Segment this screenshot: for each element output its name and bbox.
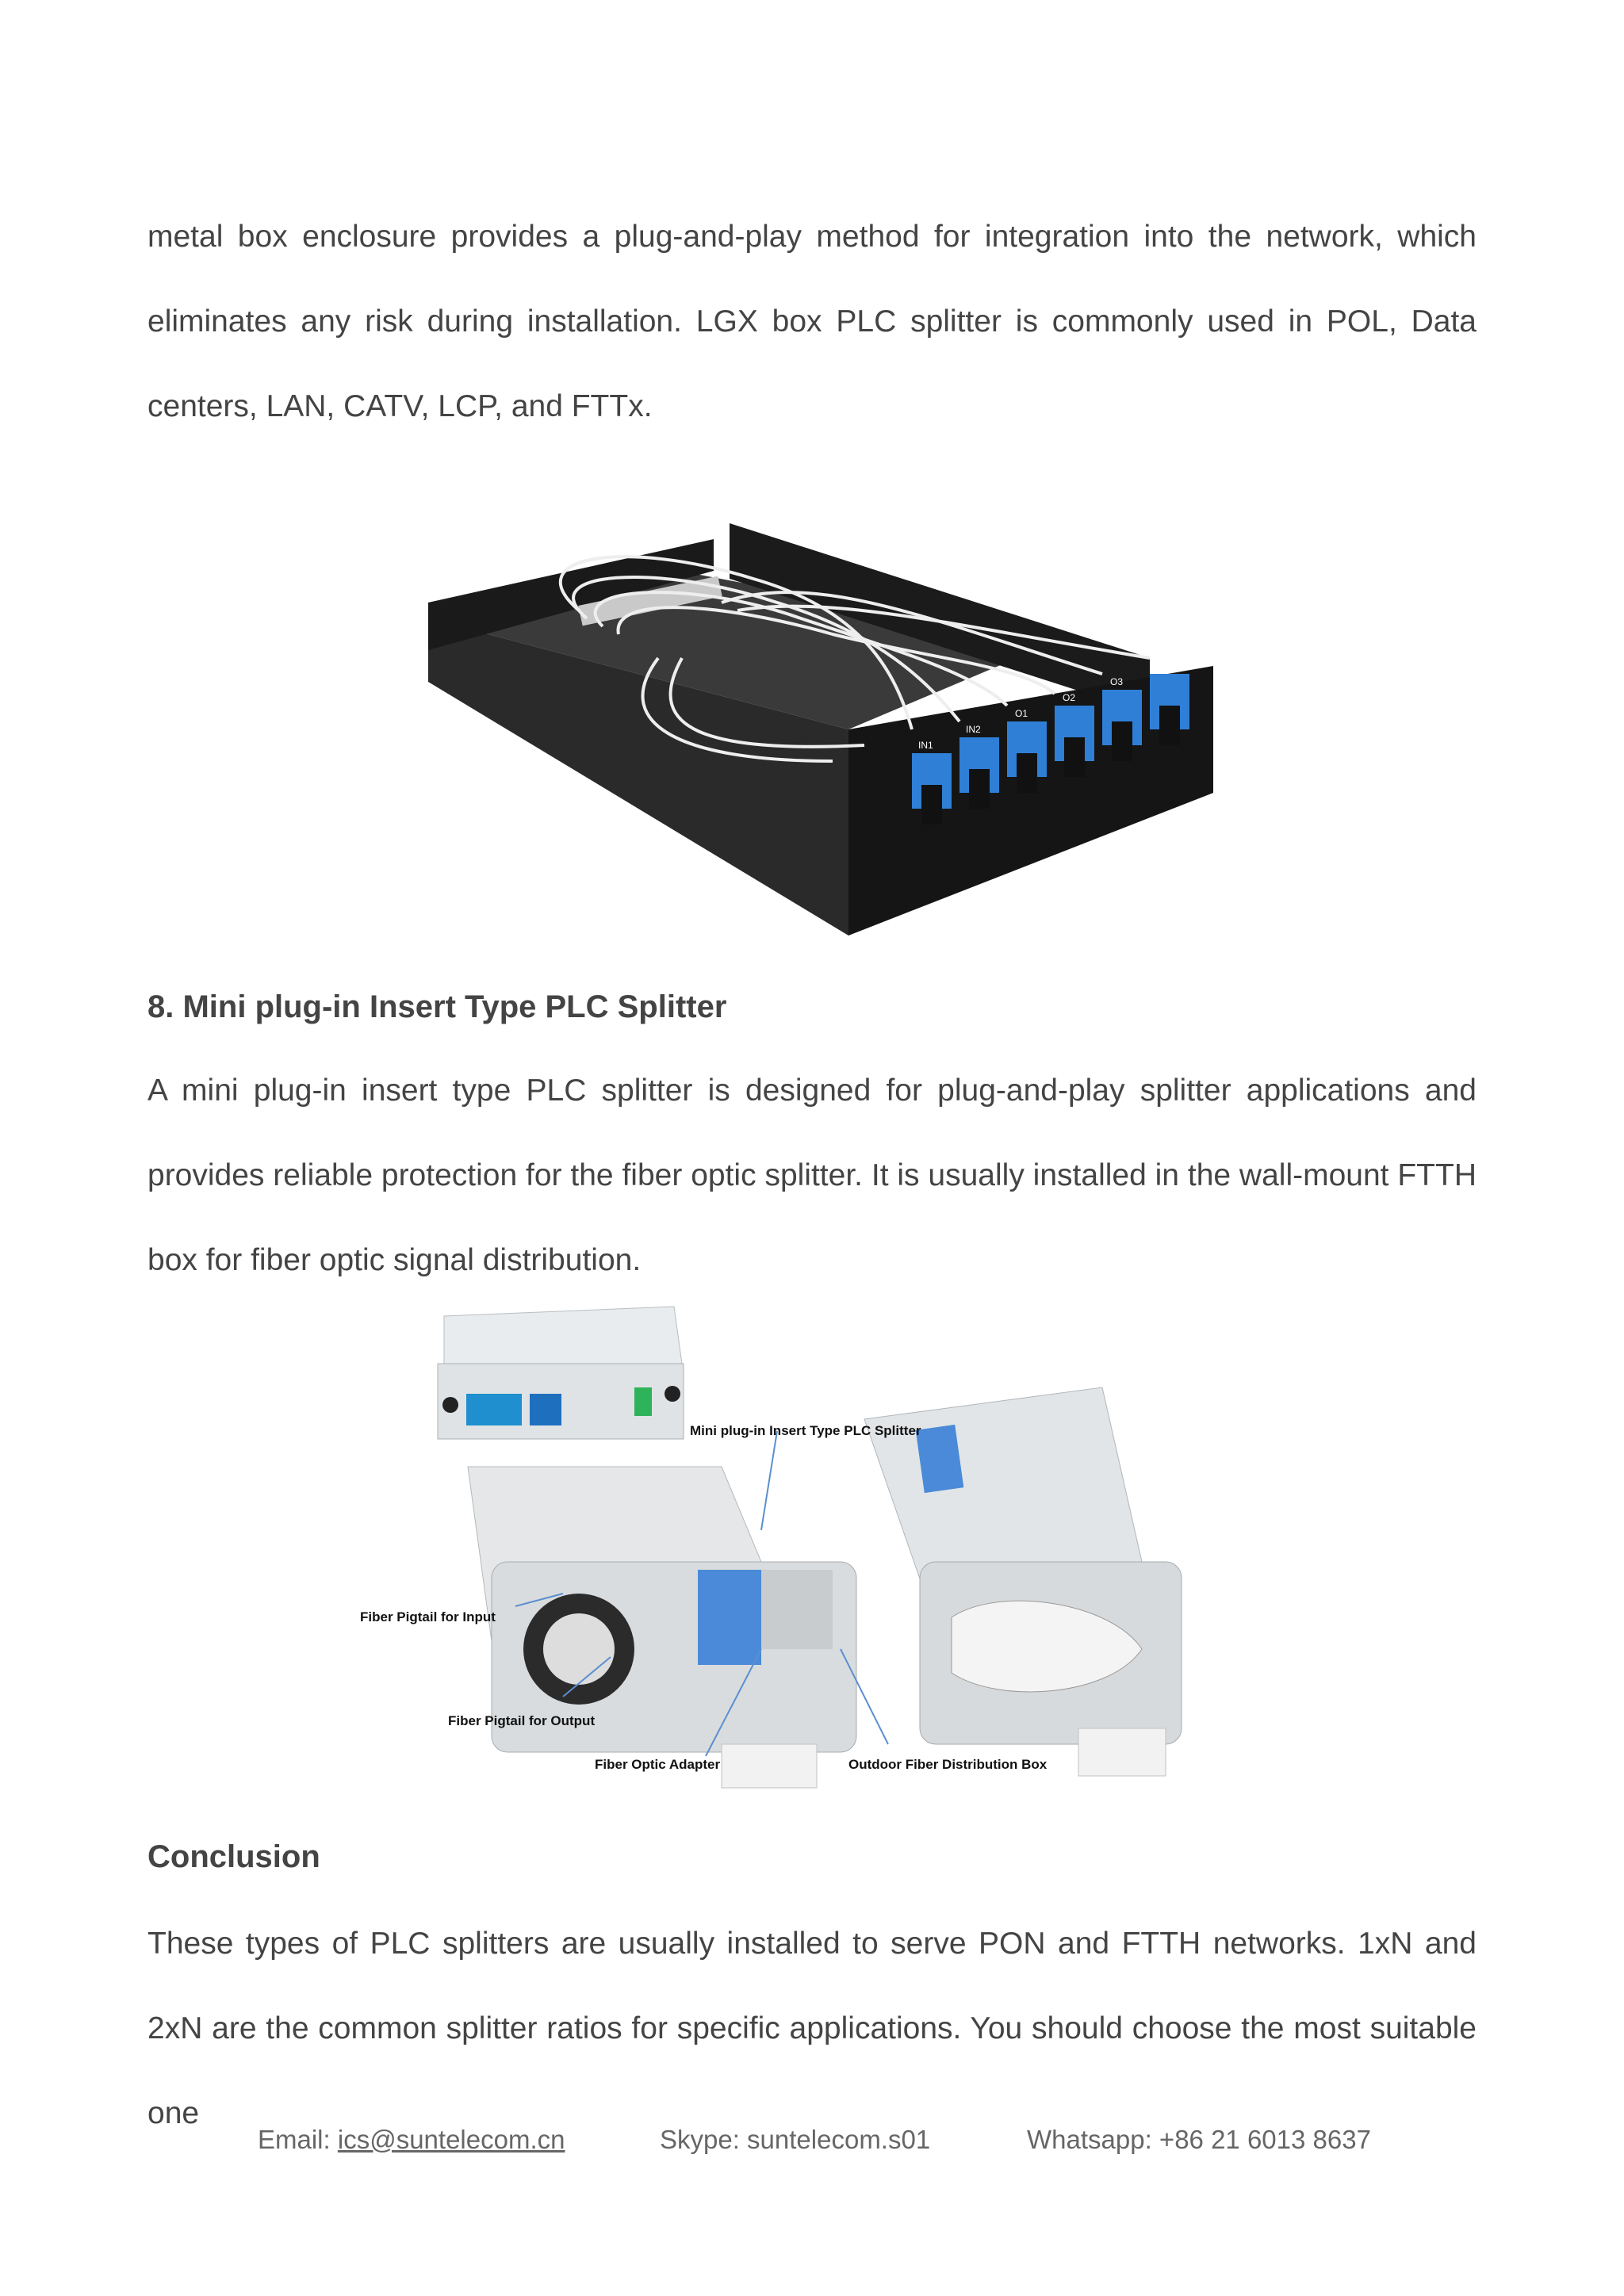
footer-email: Email: ics@suntelecom.cn bbox=[258, 2125, 565, 2154]
label-pigtail-input: Fiber Pigtail for Input bbox=[360, 1609, 496, 1624]
label-adapter: Fiber Optic Adapter bbox=[595, 1757, 721, 1772]
label-mini-splitter: Mini plug-in Insert Type PLC Splitter bbox=[690, 1423, 921, 1438]
label-outdoor-box: Outdoor Fiber Distribution Box bbox=[848, 1757, 1048, 1772]
port-label-o1: O1 bbox=[1015, 708, 1028, 719]
mini-plug-in-splitter-image bbox=[349, 1300, 1261, 1792]
port-label-o2: O2 bbox=[1063, 692, 1076, 703]
page-footer bbox=[0, 2125, 1624, 2164]
left-distribution-box bbox=[468, 1467, 856, 1788]
mini-splitter-module bbox=[438, 1307, 684, 1439]
section-8-heading: 8. Mini plug-in Insert Type PLC Splitter bbox=[147, 989, 727, 1024]
label-pigtail-output: Fiber Pigtail for Output bbox=[448, 1713, 596, 1728]
conclusion-paragraph: These types of PLC splitters are usually installed to serve PON and FTTH networks. 1xN and 2xN are the common splitter ratios for specific applications. You should choose the most suitable one bbox=[147, 1927, 1477, 2130]
right-distribution-box bbox=[864, 1387, 1182, 1776]
footer-skype: Skype: suntelecom.s01 bbox=[660, 2125, 931, 2154]
intro-paragraph: metal box enclosure provides a plug-and-play method for integration into the network, which eliminates any risk during installation. LGX box PLC splitter is commonly used in POL, Data centers, LAN, CATV, LCP, and FTTx. bbox=[147, 220, 1477, 423]
footer-whatsapp: Whatsapp: +86 21 6013 8637 bbox=[1027, 2125, 1371, 2154]
lgx-box-splitter-image bbox=[420, 492, 1213, 936]
section-8-paragraph: A mini plug-in insert type PLC splitter is designed for plug-and-play splitter applications and provides reliable protection for the fiber optic splitter. It is usually installed in the wall-mount FTTH box for fiber optic signal distribution. bbox=[147, 1073, 1477, 1277]
conclusion-heading: Conclusion bbox=[147, 1839, 320, 1874]
port-label-in1: IN1 bbox=[918, 740, 933, 751]
port-label-o4: O4 bbox=[1158, 660, 1171, 672]
port-label-o3: O3 bbox=[1110, 676, 1124, 687]
port-label-in2: IN2 bbox=[966, 724, 981, 735]
email-link[interactable]: ics@suntelecom.cn bbox=[337, 2125, 565, 2154]
